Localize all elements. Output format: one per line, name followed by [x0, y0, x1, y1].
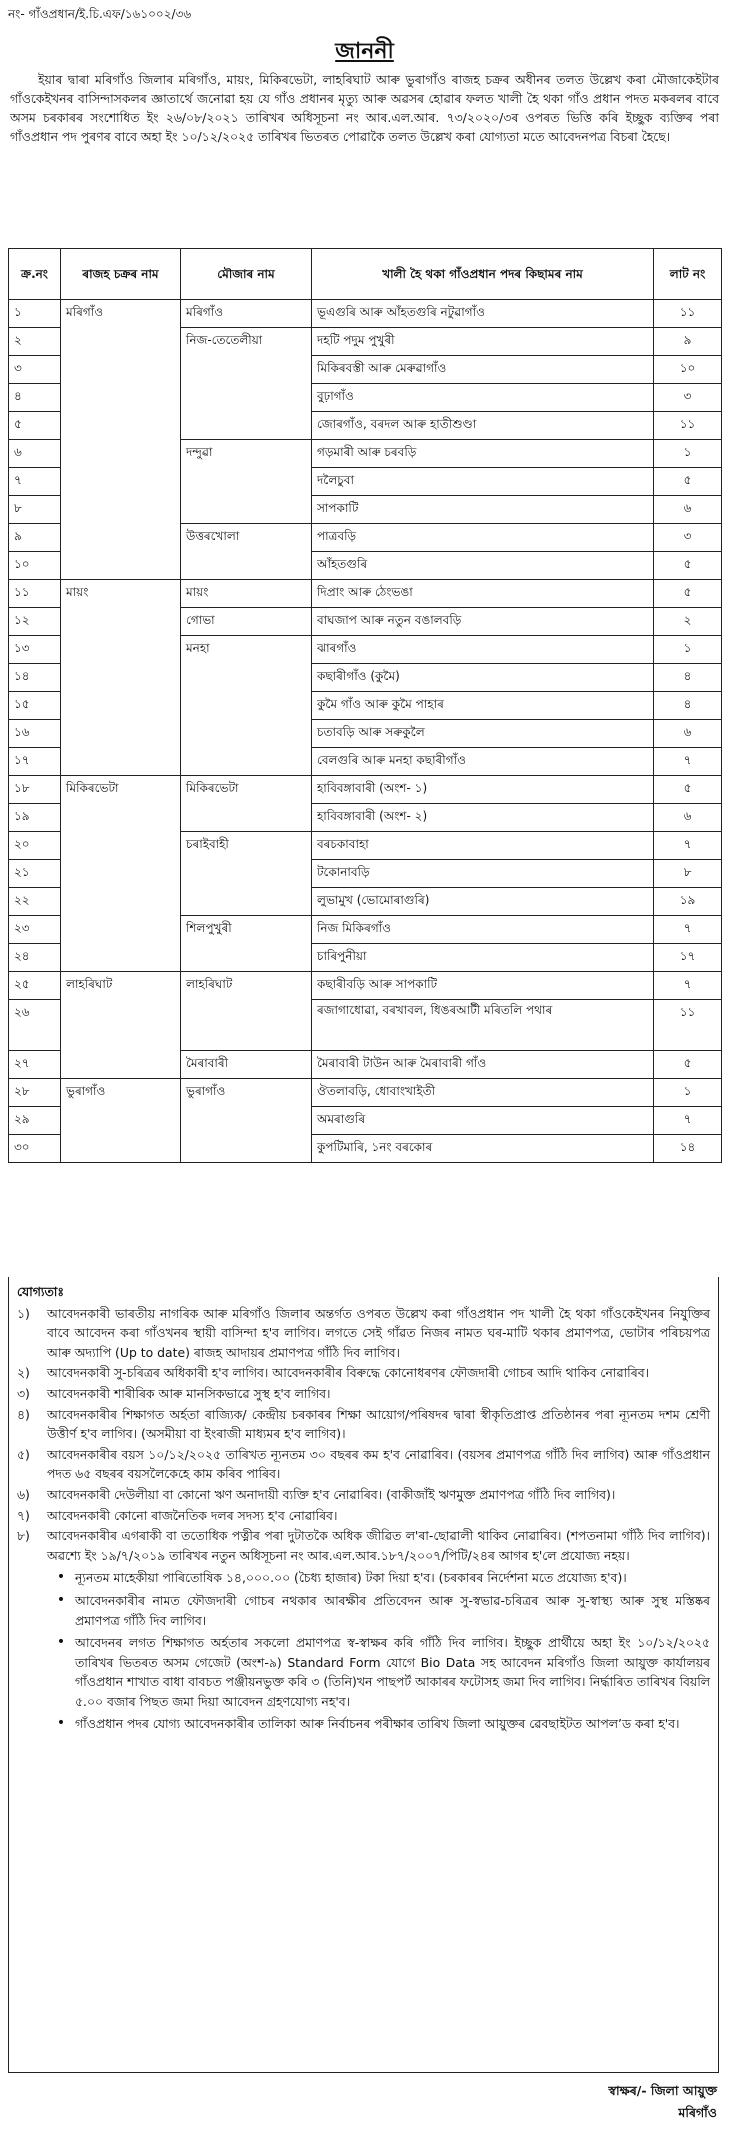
qualification-text: আবেদনকাৰী কোনো ৰাজনৈতিক দলৰ সদস্য হ'ব নোৱাৰিব। [47, 1507, 338, 1523]
qualifications-section [8, 1277, 719, 2073]
mouza-cell: গোভা [181, 608, 312, 636]
qualification-bullet [47, 1568, 710, 1588]
serial-cell: ১৪ [9, 664, 61, 692]
table-row [9, 580, 722, 608]
mouza-cell: মনহা [181, 636, 312, 776]
qualification-number: ২) [17, 1365, 30, 1381]
lot-cell: ১ [654, 1079, 722, 1107]
village-cell: কুমৈ গাঁও আৰু কুমৈ পাহাৰ [312, 692, 654, 720]
serial-cell: ২৩ [9, 916, 61, 944]
bullet-icon: • [56, 1569, 66, 1586]
serial-cell: ২৭ [9, 1051, 61, 1079]
village-cell: দহটি পদুম পুখুৰী [312, 328, 654, 356]
lot-cell: ৪ [654, 664, 722, 692]
village-cell: জোৰগাঁও, বৰদল আৰু হাতীশুণ্ডা [312, 412, 654, 440]
header-village: খালী হৈ থকা গাঁওপ্ৰধান পদৰ কিছামৰ নাম [312, 249, 654, 300]
lot-cell: ৮ [654, 860, 722, 888]
serial-cell: ২৪ [9, 944, 61, 972]
qualification-text: আবেদনকাৰীৰ বয়স ১০/১২/২০২৫ তাৰিখত ন্যূনতম ৩০ বছৰৰ কম হ'ব নোৱাৰিব। (বয়সৰ প্ৰমাণপত্ৰ গাঁঠি দিব লাগিব) আৰু গাঁওপ্ৰধান পদত ৬৫ বছৰৰ বয়সলৈকেহে কাম কৰিব পাৰিব। [47, 1446, 710, 1482]
table-row [9, 1079, 722, 1107]
serial-cell: ২৬ [9, 1000, 61, 1051]
qualification-text: আবেদনকাৰী ভাৰতীয় নাগৰিক আৰু মৰিগাঁও জিলাৰ অন্তৰ্গত ওপৰত উল্লেখ কৰা গাঁওপ্ৰধান পদ খালী হৈ থকা গাঁওকেইখনৰ নিযুক্তিৰ বাবে আবেদন কৰা গাঁওখনৰ স্থায়ী বাসিন্দা হ'ব লাগিব। লগতে সেই গাঁৱত নিজৰ নামত ঘৰ-মাটি থকাৰ প্ৰমাণপত্ৰ, ভোটাৰ পৰিচয়পত্ৰ আৰু অদ্যাপি (Up to date) ৰাজহ আদায়ৰ প্ৰমাণপত্ৰ গাঁঠি দিব লাগিব। [47, 1305, 710, 1360]
vacancy-table [8, 248, 722, 1163]
notice-title: জাননী [335, 39, 394, 64]
village-cell: লুভামুখ (ভোমোৰাগুৰি) [312, 888, 654, 916]
village-cell: সাপকাটি [312, 496, 654, 524]
qualification-bullet [47, 1633, 710, 1711]
lot-cell: ৫ [654, 580, 722, 608]
serial-cell: ১৯ [9, 804, 61, 832]
village-cell: হাবিবঙ্গাবাৰী (অংশ- ২) [312, 804, 654, 832]
lot-cell: ১১ [654, 1000, 722, 1051]
village-cell: ভূএগুৰি আৰু আঁহতগুৰি নটুৱাগাঁও [312, 300, 654, 328]
serial-cell: ১৬ [9, 720, 61, 748]
qualification-number: ১) [17, 1305, 30, 1321]
table-row [9, 972, 722, 1000]
serial-cell: ১৭ [9, 748, 61, 776]
table-row [9, 776, 722, 804]
lot-cell: ৫ [654, 776, 722, 804]
qualification-number: ৫) [17, 1446, 30, 1462]
header-lot: লাট নং [654, 249, 722, 300]
qualification-text: আবেদনকাৰী দেউলীয়া বা কোনো ঋণ অনাদায়ী ব্যক্তি হ'ব নোৱাৰিব। (বাকীজাঁই ঋণমুক্ত প্ৰমাণপত্ৰ গাঁঠি দিব লাগিব)। [47, 1486, 616, 1502]
village-cell: চাৰিপুনীয়া [312, 944, 654, 972]
qualification-item [17, 1445, 710, 1484]
serial-cell: ৫ [9, 412, 61, 440]
village-cell: বুঢ়াগাঁও [312, 384, 654, 412]
circle-cell: ভুৰাগাঁও [61, 1079, 181, 1163]
circle-cell: মিকিৰভেটা [61, 776, 181, 972]
qualification-item [17, 1405, 710, 1444]
lot-cell: ৪ [654, 692, 722, 720]
qualification-item [17, 1304, 710, 1363]
village-cell: পাত্ৰবড়ি [312, 524, 654, 552]
lot-cell: ৩ [654, 524, 722, 552]
mouza-cell: মৰিগাঁও [181, 300, 312, 328]
village-cell: চতাবড়ি আৰু সৰুকুলৈ [312, 720, 654, 748]
qualification-bullet [47, 1714, 710, 1734]
bullet-text: গাঁওপ্ৰধান পদৰ যোগ্য আবেদনকাৰীৰ তালিকা আৰু নিৰ্বাচনৰ পৰীক্ষাৰ তাৰিখ জিলা আয়ুক্তৰ ৱেবছাইটত আপলʼড কৰা হ'ব। [75, 1716, 680, 1732]
mouza-cell: উত্তৰখোলা [181, 524, 312, 580]
mouza-cell: মিকিৰভেটা [181, 776, 312, 832]
circle-cell: মৰিগাঁও [61, 300, 181, 580]
lot-cell: ৬ [654, 496, 722, 524]
serial-cell: ২৫ [9, 972, 61, 1000]
bullet-text: ন্যূনতম মাহেকীয়া পাৰিতোষিক ১৪,০০০.০০ (চৈধ্য হাজাৰ) টকা দিয়া হ'ব। (চৰকাৰৰ নিৰ্দেশনা মতে প্ৰযোজ্য হ'ব)। [75, 1570, 627, 1586]
qualification-number: ৬) [17, 1486, 30, 1502]
serial-cell: ১ [9, 300, 61, 328]
qualification-text: আবেদনকাৰীৰ এগৰাকী বা ততোধিক পত্নীৰ পৰা দুটাতকৈ অধিক জীৱিত ল'ৰা-ছোৱালী থাকিব নোৱাৰিব। (শপতনামা গাঁঠি দিব লাগিব)। অৱশ্যে ইং ১৯/৭/২০১৯ তাৰিখৰ নতুন অধিসূচনা নং আৰ.এল.আৰ.১৮৭/২০০৭/পিটি/২৪ৰ আগৰ হ'লে প্ৰযোজ্য নহয়। [47, 1528, 710, 1563]
village-cell: বৰচকাবাহা [312, 832, 654, 860]
header-serial: ক্ৰ.নং [9, 249, 61, 300]
village-cell: মৈৰাবাৰী টাউন আৰু মৈৰাবাৰী গাঁও [312, 1051, 654, 1079]
signature-block [608, 2080, 717, 2124]
bullet-text: আবেদনৰ লগত শিক্ষাগত অৰ্হতাৰ সকলো প্ৰমাণপত্ৰ স্ব-স্বাক্ষৰ কৰি গাঁঠি দিব লাগিব। ইচ্ছুক প্ৰাৰ্থীয়ে অহা ইং ১০/১২/২০২৫ তাৰিখৰ ভিতৰত অসম গেজেট (অংশ-৯) Standard Form যোগে Bio Data সহ আবেদন মৰিগাঁও জিলা আয়ুক্ত কাৰ্যালয়ৰ গাঁওপ্ৰধান শাখাত বাধা বাবচত পঞ্জীয়নভুক্ত কৰি ৩ (তিনি)খন পাছপৰ্ট আকাৰৰ ফটোসহ জমা দিব লাগিব। নিৰ্দ্ধাৰিত তাৰিখৰ বিয়লি ৫.০০ বজাৰ পিছত জমা দিয়া আবেদন গ্ৰহণযোগ্য নহ'ব। [75, 1635, 710, 1709]
lot-cell: ৬ [654, 720, 722, 748]
lot-cell: ১ [654, 636, 722, 664]
lot-cell: ৭ [654, 916, 722, 944]
lot-cell: ২ [654, 608, 722, 636]
intro-paragraph: ইয়াৰ দ্বাৰা মৰিগাঁও জিলাৰ মৰিগাঁও, মায়ং, মিকিৰভেটা, লাহৰিঘাট আৰু ভুৰাগাঁও ৰাজহ চক্ৰৰ অধীনৰ তলত উল্লেখ কৰা মৌজাকেইটাৰ গাঁওকেইখনৰ বাসিন্দাসকলৰ জ্ঞাতাৰ্থে জনোৱা হয় যে গাঁও প্ৰধানৰ মৃত্যু আৰু অৱসৰ হোৱাৰ ফলত খালী হৈ থকা গাঁও প্ৰধান পদত মকৰলৰ বাবে অসম চৰকাৰৰ সংশোধিত ইং ২৬/০৮/২০২১ তাৰিখৰ অধিসূচনা নং আৰ.এল.আৰ. ৭৩/২০২০/৩ৰ ওপৰত ভিত্তি কৰি ইচ্ছুক ব্যক্তিৰ পৰা গাঁওপ্ৰধান পদ পুৰণৰ বাবে অহা ইং ১০/১২/২০২৫ তাৰিখৰ ভিতৰত পোৱাকৈ তলত উল্লেখ কৰা যোগ্যতা মতে আবেদনপত্ৰ বিচৰা হৈছে। [10, 72, 719, 144]
bullet-icon: • [56, 1715, 66, 1732]
village-cell: গড়মাৰী আৰু চৰবড়ি [312, 440, 654, 468]
serial-cell: ৩ [9, 356, 61, 384]
serial-cell: ৬ [9, 440, 61, 468]
qualification-number: ৮) [17, 1528, 30, 1544]
qualification-item [17, 1384, 710, 1404]
lot-cell: ৫ [654, 468, 722, 496]
serial-cell: ১০ [9, 552, 61, 580]
village-cell: কুপটিমাৰি, ১নং বৰকোৰ [312, 1135, 654, 1163]
mouza-cell: দন্দুৱা [181, 440, 312, 524]
reference-number: নং- গাঁওপ্ৰধান/ই.চি.এফ/১৬১০০২/৩৬ [8, 7, 192, 21]
qualification-item [17, 1485, 710, 1505]
table-header-row [9, 249, 722, 300]
village-cell: হাবিবঙ্গাবাৰী (অংশ- ১) [312, 776, 654, 804]
serial-cell: ১৩ [9, 636, 61, 664]
serial-cell: ১৫ [9, 692, 61, 720]
mouza-cell: নিজ-তেতেলীয়া [181, 328, 312, 440]
village-cell: নিজ মিকিৰগাঁও [312, 916, 654, 944]
signature-line: স্বাক্ষৰ/- জিলা আয়ুক্ত [608, 2083, 717, 2098]
village-cell: অমৰাগুৰি [312, 1107, 654, 1135]
lot-cell: ৭ [654, 972, 722, 1000]
serial-cell: ২১ [9, 860, 61, 888]
lot-cell: ৫ [654, 552, 722, 580]
signature-place: মৰিগাঁও [678, 2105, 717, 2120]
circle-cell: লাহৰিঘাট [61, 972, 181, 1079]
header-mouza: মৌজাৰ নাম [181, 249, 312, 300]
qualification-number: ৭) [17, 1507, 30, 1523]
serial-cell: ৭ [9, 468, 61, 496]
mouza-cell: ভুৰাগাঁও [181, 1079, 312, 1163]
circle-cell: মায়ং [61, 580, 181, 776]
serial-cell: ২০ [9, 832, 61, 860]
serial-cell: ৯ [9, 524, 61, 552]
serial-cell: ২৯ [9, 1107, 61, 1135]
serial-cell: ২২ [9, 888, 61, 916]
bullet-text: আবেদনকাৰীৰ নামত ফৌজদাৰী গোচৰ নথকাৰ আৰক্ষীৰ প্ৰতিবেদন আৰু সু-স্বভাৱ-চৰিত্ৰৰ আৰু সু-স্বাস্থ্য আৰু সুস্থ মস্তিষ্কৰ প্ৰমাণপত্ৰ গাঁঠি দিব লাগিব। [75, 1592, 710, 1628]
qualification-text: আবেদনকাৰী সু-চৰিত্ৰৰ অধিকাৰী হ'ব লাগিব। আবেদনকাৰীৰ বিৰুদ্ধে কোনোধৰণৰ ফৌজদাৰী গোচৰ আদি থাকিব নোৱাৰিব। [47, 1365, 650, 1381]
mouza-cell: লাহৰিঘাট [181, 972, 312, 1051]
village-cell: টকোনাবড়ি [312, 860, 654, 888]
village-cell: ঝাৰগাঁও [312, 636, 654, 664]
serial-cell: ৪ [9, 384, 61, 412]
qualification-number: ৪) [17, 1406, 30, 1422]
qualification-text: আবেদনকাৰীৰ শিক্ষাগত অৰ্হতা ৰাজ্যিক/ কেন্দ্ৰীয় চৰকাৰৰ শিক্ষা আয়োগ/পৰিষদৰ দ্বাৰা স্বীকৃতিপ্ৰাপ্ত প্ৰতিষ্ঠানৰ পৰা ন্যূনতম দশম শ্ৰেণী উত্তীৰ্ণ হ'ব লাগিব। (অসমীয়া বা ইংৰাজী মাধ্যমৰ হ'ব লাগিব)। [47, 1406, 710, 1442]
village-cell: দলৈচুবা [312, 468, 654, 496]
qualifications-heading: যোগ্যতাঃ [17, 1284, 64, 1299]
village-cell: ৰজাগাধোৱা, বৰখাবল, ধিঙৰআটী মৰিতলি পথাৰ [312, 1000, 654, 1051]
lot-cell: ১৯ [654, 888, 722, 916]
mouza-cell: মৈৰাবাৰী [181, 1051, 312, 1079]
qualification-item [17, 1526, 710, 1565]
serial-cell: ১২ [9, 608, 61, 636]
serial-cell: ৩০ [9, 1135, 61, 1163]
qualification-item [17, 1506, 710, 1526]
table-row [9, 300, 722, 328]
mouza-cell: শিলপুখুৰী [181, 916, 312, 972]
qualification-number: ৩) [17, 1385, 30, 1401]
lot-cell: ৬ [654, 804, 722, 832]
qualifications-list [17, 1304, 710, 1566]
table-body [9, 300, 722, 1163]
bullet-icon: • [56, 1591, 66, 1608]
bullet-icon: • [56, 1634, 66, 1651]
mouza-cell: চৰাইবাহী [181, 832, 312, 916]
serial-cell: ১১ [9, 580, 61, 608]
lot-cell: ১৪ [654, 1135, 722, 1163]
village-cell: দিপ্ৰাং আৰু ঠেংভঙা [312, 580, 654, 608]
qualification-item [17, 1363, 710, 1383]
lot-cell: ১০ [654, 356, 722, 384]
lot-cell: ৭ [654, 1107, 722, 1135]
village-cell: বাঘজাপ আৰু নতুন বঙালবড়ি [312, 608, 654, 636]
lot-cell: ৭ [654, 832, 722, 860]
serial-cell: ১৮ [9, 776, 61, 804]
lot-cell: ১১ [654, 300, 722, 328]
lot-cell: ১৭ [654, 944, 722, 972]
lot-cell: ৭ [654, 748, 722, 776]
serial-cell: ৮ [9, 496, 61, 524]
lot-cell: ৯ [654, 328, 722, 356]
village-cell: মিকিৰবস্তী আৰু মেৰুৱাগাঁও [312, 356, 654, 384]
qualifications-bullets [47, 1568, 710, 1734]
lot-cell: ১ [654, 440, 722, 468]
village-cell: বেলগুৰি আৰু মনহা কছাৰীগাঁও [312, 748, 654, 776]
lot-cell: ১১ [654, 412, 722, 440]
serial-cell: ২৮ [9, 1079, 61, 1107]
qualification-bullet [47, 1591, 710, 1630]
lot-cell: ৩ [654, 384, 722, 412]
serial-cell: ২ [9, 328, 61, 356]
village-cell: ঔতলাবড়ি, ধোবাংখাইতী [312, 1079, 654, 1107]
village-cell: কছাৰীবড়ি আৰু সাপকাটি [312, 972, 654, 1000]
qualification-text: আবেদনকাৰী শাৰীৰিক আৰু মানসিকভাৱে সুস্থ হ'ব লাগিব। [47, 1385, 331, 1401]
header-circle: ৰাজহ চক্ৰৰ নাম [61, 249, 181, 300]
village-cell: কছাৰীগাঁও (কুমৈ) [312, 664, 654, 692]
village-cell: আঁহতগুৰি [312, 552, 654, 580]
lot-cell: ৫ [654, 1051, 722, 1079]
mouza-cell: মায়ং [181, 580, 312, 608]
